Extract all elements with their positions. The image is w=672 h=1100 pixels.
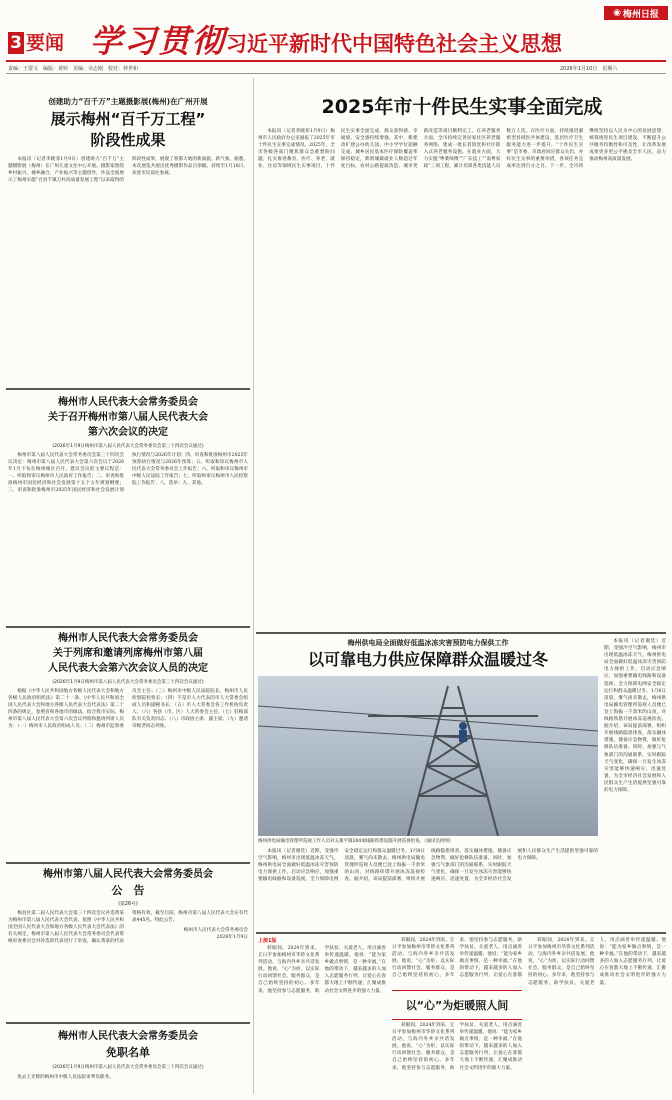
divider-left-2 xyxy=(6,626,250,628)
divider-right-1 xyxy=(256,632,666,634)
header-rule xyxy=(6,60,666,62)
announcement-signature: 梅州市人民代表大会常务委员会 xyxy=(183,928,248,934)
body-power-text: 本报讯（记者谢廷）近期，受强冷空气影响，梅州市出现低温冰冻天气，梅州供电局全面做好低温冰冻灾害预防电力保供工作，启动应急响应，加强重要输电线路和设备巡视，全力保障电网安全稳定运行和群众温暖过冬。1月8日清晨，雾气尚未散去，梅州供电局输电管理所巡视人员便已登上海拔一千余米的山顶，对线路铁塔开展冰冻巡视检查。据介绍，该局提前部署，组织开展线路隐患排查，落实融冰措施，储备应急物资，做好抢修队伍准备。同时，加强与气象部门的沟通联系，实时跟踪天气变化，确保一旦发生冰冻灾害能够快速响应、迅速处置，为全市经济社会发展和人民群众生产生活提供坚强可靠的电力保障。 xyxy=(258,849,598,883)
body-announcement-text: 梅县区第二届人民代表大会第三十四次会议补选黄某为梅州市第八届人民代表大会代表。依照《中华人民共和国全国人民代表大会和地方各级人民代表大会代表法》的有关规定，梅州市第八届人民代表大会常务委员会代表资格审查委员会对补选的代表进行了审查，确认黄某的代表资格有效。截至目前，梅州市第八届人民代表大会实有代表445名。特此公告。 xyxy=(8,911,248,945)
body-culture-right xyxy=(528,937,666,1094)
divider-left-4 xyxy=(6,1022,250,1024)
body-invite-text: 根据《中华人民共和国地方各级人民代表大会和地方各级人民政府组织法》第二十一条、《中华人民共和国全国人民代表大会和地方各级人民代表大会代表法》第二十四条的规定，参照省和各地市的做法，结合我市实际，梅州市第八届人民代表大会第六次会议列席和邀请列席人员为：（一）梅州市人民政府组成人员；（二）梅州市监察委员会主任；（三）梅州市中级人民法院院长、梅州市人民检察院检察长；（四）不是市人大代表的市人大常委会组成人员和副秘书长；（五）市人大常委会各工作机构负责人；（六）各县（市、区）人大常委会主任；（七）驻梅部队有关负责同志；（八）市政协主席、副主席；（九）邀请市级老同志列席。 xyxy=(8,689,248,730)
body-session-text: 梅州市第八届人民代表大会常务委员会第三十四次会议决定：梅州市第八届人民代表大会第六次会议于2026年1月下旬在梅州城区召开。建议会议的主要议程是：一、听取和审议梅州市人民政府工作报告；二、审查和批准梅州市国民经济和社会发展第十五个五年规划纲要；三、审查和批准梅州市2025年国民经济和社会发展计划执行情况与2026年计划；四、审查和批准梅州市2025年预算执行情况与2026年预算；五、听取和审议梅州市人民代表大会常务委员会工作报告；六、听取和审议梅州市中级人民法院工作报告；七、听取和审议梅州市人民检察院工作报告；八、选举；九、其他。 xyxy=(8,453,248,494)
brand-tag xyxy=(604,6,668,20)
headline-session-1: 梅州市人民代表大会常务委员会 xyxy=(58,397,198,408)
meta-rule xyxy=(6,73,666,74)
divider-left-1 xyxy=(6,388,250,390)
body-removal xyxy=(8,1074,248,1094)
headline-announcement-1: 梅州市第八届人民代表大会常务委员会 xyxy=(43,869,213,880)
body-baiqianwan xyxy=(8,156,248,374)
headline-power: 以可靠电力供应保障群众温暖过冬 xyxy=(307,650,548,669)
body-culture-left xyxy=(258,945,386,1095)
calligraphy-title: 学习贯彻 xyxy=(90,22,227,60)
divider-left-3 xyxy=(6,862,250,864)
headline-session-3: 第六次会议的决定 xyxy=(88,427,168,438)
slogan: 习近平新时代中国特色社会主义思想 xyxy=(226,32,562,56)
body-culture-top-text: 转眼间，2024年到来。丘日平参加梅州市华侨文化系列活动，与海内外乡亲共话发展。他说，“心”为炬，以实际行动回馈社会、服务群众，是自己始终坚持的初心。多年来，他坚持参与志愿服务，助学扶贫、关爱老人，用点滴善举传递温暖。他说：“能为家乡做点事情，是一种幸福。”在他的带动下，越来越多的人加入志愿服务行列，让爱心在客都 xyxy=(392,938,522,979)
announcement-date: 2026年1月9日 xyxy=(216,935,248,941)
power-caption: 梅州供电局输电管理所巡视工作人员对五寨平镇164项线路铁塔设施开展巡视检查。（通讯员供图） xyxy=(258,839,454,844)
headline-baiqianwan-1: 展示梅州“百千万工程” xyxy=(50,110,206,128)
page-number: 3 xyxy=(10,33,22,53)
power-photo xyxy=(258,676,598,836)
masthead xyxy=(0,0,672,62)
meta-left: 责编：王要文 编版：黄婷 美编：余志刚 校对：钟世和 xyxy=(8,66,139,72)
body-announcement xyxy=(8,910,248,1018)
headline-invite-3: 人民代表大会第六次会议人员的决定 xyxy=(48,663,208,674)
headline-invite-1: 梅州市人民代表大会常务委员会 xyxy=(58,633,198,644)
body-culture-left-text: 转眼间，2024年到来。丘日平参加梅州市华侨文化系列活动，与海内外乡亲共话发展。他说，“心”为炬，以实际行动回馈社会、服务群众，是自己始终坚持的初心。多年来，他坚持参与志愿服务，助学扶贫、关爱老人，用点滴善举传递温暖。他说：“能为家乡做点事情，是一种幸福。”在他的带动下，越来越多的人加入志愿服务行列，让爱心在客都大地上不断传递，汇聚成推动社会文明进步的强大力量。 xyxy=(258,946,386,994)
subhead-session: (2026年1月9日梅州市第八届人民代表大会常务委员会第三十四次会议通过) xyxy=(52,444,204,449)
kicker-power: 梅州供电局全面做好低温冰冻灾害预防电力保供工作 xyxy=(347,639,509,647)
meta-right: 2026年1月10日 星期六 xyxy=(560,66,618,72)
body-session xyxy=(8,452,248,622)
headline-session-2: 关于召开梅州市第八届人民代表大会 xyxy=(48,412,208,423)
body-culture-top xyxy=(392,937,522,985)
body-power-side-text: 本报讯（记者谢廷）近期，受强冷空气影响，梅州市出现低温冰冻天气，梅州供电局全面做好低温冰冻灾害预防电力保供工作，启动应急响应，加强重要输电线路和设备巡视，全力保障电网安全稳定运行和群众温暖过冬。1月8日清晨，雾气尚未散去，梅州供电局输电管理所巡视人员便已登上海拔一千余米的山顶，对线路铁塔开展冰冻巡视检查。据介绍，该局提前部署，组织开展线路隐患排查，落实融冰措施，储备应急物资，做好抢修队伍准备。同时，加强与气象部门的沟通联系，实时跟踪天气变化，确保一旦发生冰冻灾害能够快速响应、迅速处置，为全市经济社会发展和人民群众生产生活提供坚强可靠的电力保障。 xyxy=(604,639,666,793)
culture-title-box xyxy=(392,990,522,1020)
brand-icon: ◉ xyxy=(613,8,621,18)
body-culture-bottom-text: 转眼间，2024年到来。丘日平参加梅州市华侨文化系列活动，与海内外乡亲共话发展。他说，“心”为炬，以实际行动回馈社会、服务群众，是自己始终坚持的初心。多年来，他坚持参与志愿服务，助学扶贫、关爱老人，用点滴善举传递温暖。他说：“能为家乡做点事情，是一种幸福。”在他的带动下，越来越多的人加入志愿服务行列，让爱心在客都大地上不断传递，汇聚成推动社会文明进步的强大力量。 xyxy=(392,1023,522,1071)
kicker-culture: 上接1版 xyxy=(258,938,277,944)
brand-name: 梅州日报 xyxy=(622,9,659,20)
body-baiqianwan-text: 本报讯（记者李晓菲1月9日）创建助力“百千万”主题摄影展（梅州）在广州儿童文化中心开展。摄影家围绕乡村振兴、城乡融合、产业振兴等主题创作，作品全面展示了梅州实施“百县千镇万村高质量发展工程”以来取得的阶段性成果，展现了客都大地的新面貌、新气象。据悉，本次展览共展出优秀摄影作品百余幅，持续至1月18日，欢迎市民前往参观。 xyxy=(8,157,248,184)
kicker-baiqianwan: 创建助力“百千万”主题摄影展(梅州)在广州开展 xyxy=(48,97,208,106)
headline-invite-2: 关于列席和邀请列席梅州市第八届 xyxy=(53,648,203,659)
headline-baiqianwan-2: 阶段性成果 xyxy=(90,131,166,149)
announcement-number: (第26号) xyxy=(118,902,138,907)
body-top10 xyxy=(258,128,666,628)
subhead-removal: (2026年1月9日梅州市第八届人民代表大会常务委员会第三十四次会议通过) xyxy=(52,1065,204,1070)
body-top10-text: 本报讯（记者李晓菲1月9日）梅州市人民政府办公室通报了2025年市十件民生实事完成情况。2025年，全市各级各部门聚焦群众急难愁盼问题，扎实推进教育、医疗、养老、就业、住房等领域民生实事项目，十件民生实事全面完成，群众获得感、幸福感、安全感持续增强。其中，新建改扩建公办幼儿园、中小学学位超额完成，城乡居民基本医疗保险覆盖率保持稳定，新增城镇就业人数超过年度目标，农村公路提质改造、城市更新改造等项目顺利完工。在养老服务方面，全市持续完善居家社区养老服务网络，建成一批长者饭堂和社区嵌入式养老服务设施。在就业方面，大力实施“粤菜师傅”“广东技工”“南粤家政”三项工程，累计培训各类技能人员数万人次。在医疗方面，持续推进紧密型县域医共体建设，基层医疗卫生服务能力进一步提升。“十件民生实事”是市委、市政府回应群众关切、办好民生实事的重要举措，各项任务完成率达到百分之百。下一步，全市将继续坚持以人民为中心的发展思想，统筹推进民生项目建设，不断提升公共服务均衡性和可及性，让改革发展成果更多更公平惠及全市人民，奋力推动梅州高质量发展。 xyxy=(258,129,666,170)
divider-right-2 xyxy=(256,932,666,934)
body-power xyxy=(258,848,598,928)
body-culture-right-text: 转眼间，2024年到来。丘日平参加梅州市华侨文化系列活动，与海内外乡亲共话发展。他说，“心”为炬，以实际行动回馈社会、服务群众，是自己始终坚持的初心。多年来，他坚持参与志愿服务，助学扶贫、关爱老人，用点滴善举传递温暖。他说：“能为家乡做点事情，是一种幸福。”在他的带动下，越来越多的人加入志愿服务行列，让爱心在客都大地上不断传递，汇聚成推动社会文明进步的强大力量。 xyxy=(528,938,666,986)
subhead-invite: (2026年1月9日梅州市第八届人民代表大会常务委员会第三十四次会议通过) xyxy=(52,680,204,685)
body-power-side xyxy=(604,638,666,928)
section-label: 要闻 xyxy=(26,32,65,54)
tower-illustration-icon xyxy=(258,676,598,836)
column-divider xyxy=(253,78,254,1094)
body-invite xyxy=(8,688,248,858)
headline-removal-2: 免职名单 xyxy=(106,1046,150,1059)
page-number-box xyxy=(8,32,24,54)
headline-announcement-2: 公 告 xyxy=(111,884,145,897)
headline-top10: 2025年市十件民生实事全面完成 xyxy=(321,96,603,118)
body-culture-bottom xyxy=(392,1022,522,1094)
body-removal-text: 免去王光辉的梅州市中级人民法院审判员职务。 xyxy=(17,1075,114,1080)
headline-removal-1: 梅州市人民代表大会常务委员会 xyxy=(58,1031,198,1042)
culture-headline: 以“心”为炬暖照人间 xyxy=(405,999,509,1012)
